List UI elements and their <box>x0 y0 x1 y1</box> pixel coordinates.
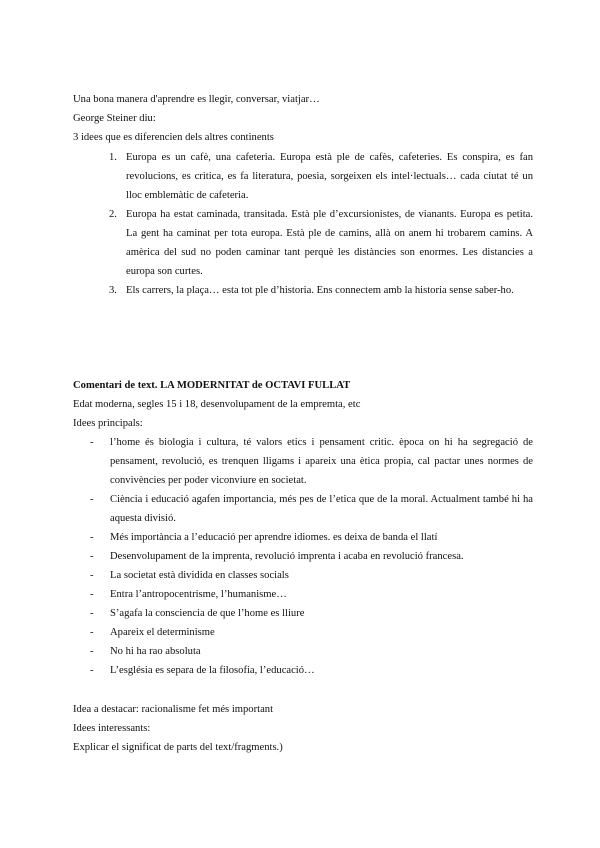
list-item-text: Desenvolupament de la imprenta, revolució imprenta i acaba en revolució francesa. <box>110 551 464 562</box>
closing-line-3: Explicar el significat de parts del text/fragments.) <box>73 742 283 753</box>
list-item-text: Entra l’antropocentrisme, l’humanisme… <box>110 589 287 600</box>
bullet-dash: - <box>90 532 94 543</box>
list-item <box>73 490 533 528</box>
bullet-dash: - <box>90 627 94 638</box>
list-number: 2. <box>109 209 117 220</box>
list-item <box>73 642 533 661</box>
closing-line-1: Idea a destacar: racionalisme fet més important <box>73 704 274 715</box>
list-item <box>73 281 533 300</box>
list-item <box>73 566 533 585</box>
list-item-text: Més importància a l’educació per aprendre idiomes. es deixa de banda el llatí <box>110 532 438 543</box>
list-item-text: Ciència i educació agafen importancia, més pes de l’etica que de la moral. Actualment també hi ha aquesta divisió. <box>110 494 533 524</box>
bullet-dash: - <box>90 551 94 562</box>
commentary-line-1: Edat moderna, segles 15 i 18, desenvolupament de la empremta, etc <box>73 399 361 410</box>
list-item-text: La societat està dividida en classes socials <box>110 570 289 581</box>
closing-line-2: Idees interessants: <box>73 723 151 734</box>
list-item-text: l’home és biologia i cultura, té valors etics i pensament critic. època on hi ha segregació de pensament, revolució, es trenquen lligams i apareix una ètica propia, cal pactar unes normes de convivències per poder viconviure en societat. <box>110 437 533 486</box>
commentary-heading: Comentari de text. LA MODERNITAT de OCTAVI FULLAT <box>73 380 351 391</box>
list-item <box>73 547 533 566</box>
list-item <box>73 661 533 680</box>
intro-line-2: George Steiner diu: <box>73 113 156 124</box>
list-number: 1. <box>109 152 117 163</box>
commentary-line-2: Idees principals: <box>73 418 143 429</box>
bullet-dash: - <box>90 494 94 505</box>
list-item <box>73 585 533 604</box>
list-item <box>73 623 533 642</box>
list-item-text: Europa ha estat caminada, transitada. Està ple d’excursionistes, de vianants. Europa es petita. La gent ha caminat per tota europa. Està ple de camins, allà on anem hi trobarem camins. A amèrica del sud no poden caminar tant perquè les distàncies son enormes. Les distancies a europa son curtes. <box>126 209 533 277</box>
bullet-dash: - <box>90 608 94 619</box>
bullet-dash: - <box>90 589 94 600</box>
list-item-text: Europa es un cafè, una cafeteria. Europa està ple de cafès, cafeteries. Es conspira, es fan revolucions, es critica, es fa literatura, poesia, sorgeixen els intel·lectuals… cada ciutat té un lloc emblemàtic de cafeteria. <box>126 152 533 201</box>
bullet-dash: - <box>90 665 94 676</box>
list-item <box>73 604 533 623</box>
intro-line-1: Una bona manera d'aprendre es llegir, conversar, viatjar… <box>73 94 320 105</box>
main-ideas-list <box>73 433 533 680</box>
list-item-text: Els carrers, la plaça… esta tot ple d’historia. Ens connectem amb la historia sense saber-ho. <box>126 285 514 296</box>
intro-line-3: 3 idees que es diferencien dels altres continents <box>73 132 274 143</box>
list-item <box>73 433 533 490</box>
list-item-text: S’agafa la consciencia de que l’home es lliure <box>110 608 305 619</box>
list-item-text: No hi ha rao absoluta <box>110 646 201 657</box>
list-item <box>73 148 533 205</box>
bullet-dash: - <box>90 437 94 448</box>
steiner-ideas-list <box>73 148 533 300</box>
list-number: 3. <box>109 285 117 296</box>
list-item-text: Apareix el determinisme <box>110 627 215 638</box>
bullet-dash: - <box>90 570 94 581</box>
list-item <box>73 205 533 281</box>
list-item-text: L’església es separa de la filosofia, l’educació… <box>110 665 315 676</box>
bullet-dash: - <box>90 646 94 657</box>
list-item <box>73 528 533 547</box>
